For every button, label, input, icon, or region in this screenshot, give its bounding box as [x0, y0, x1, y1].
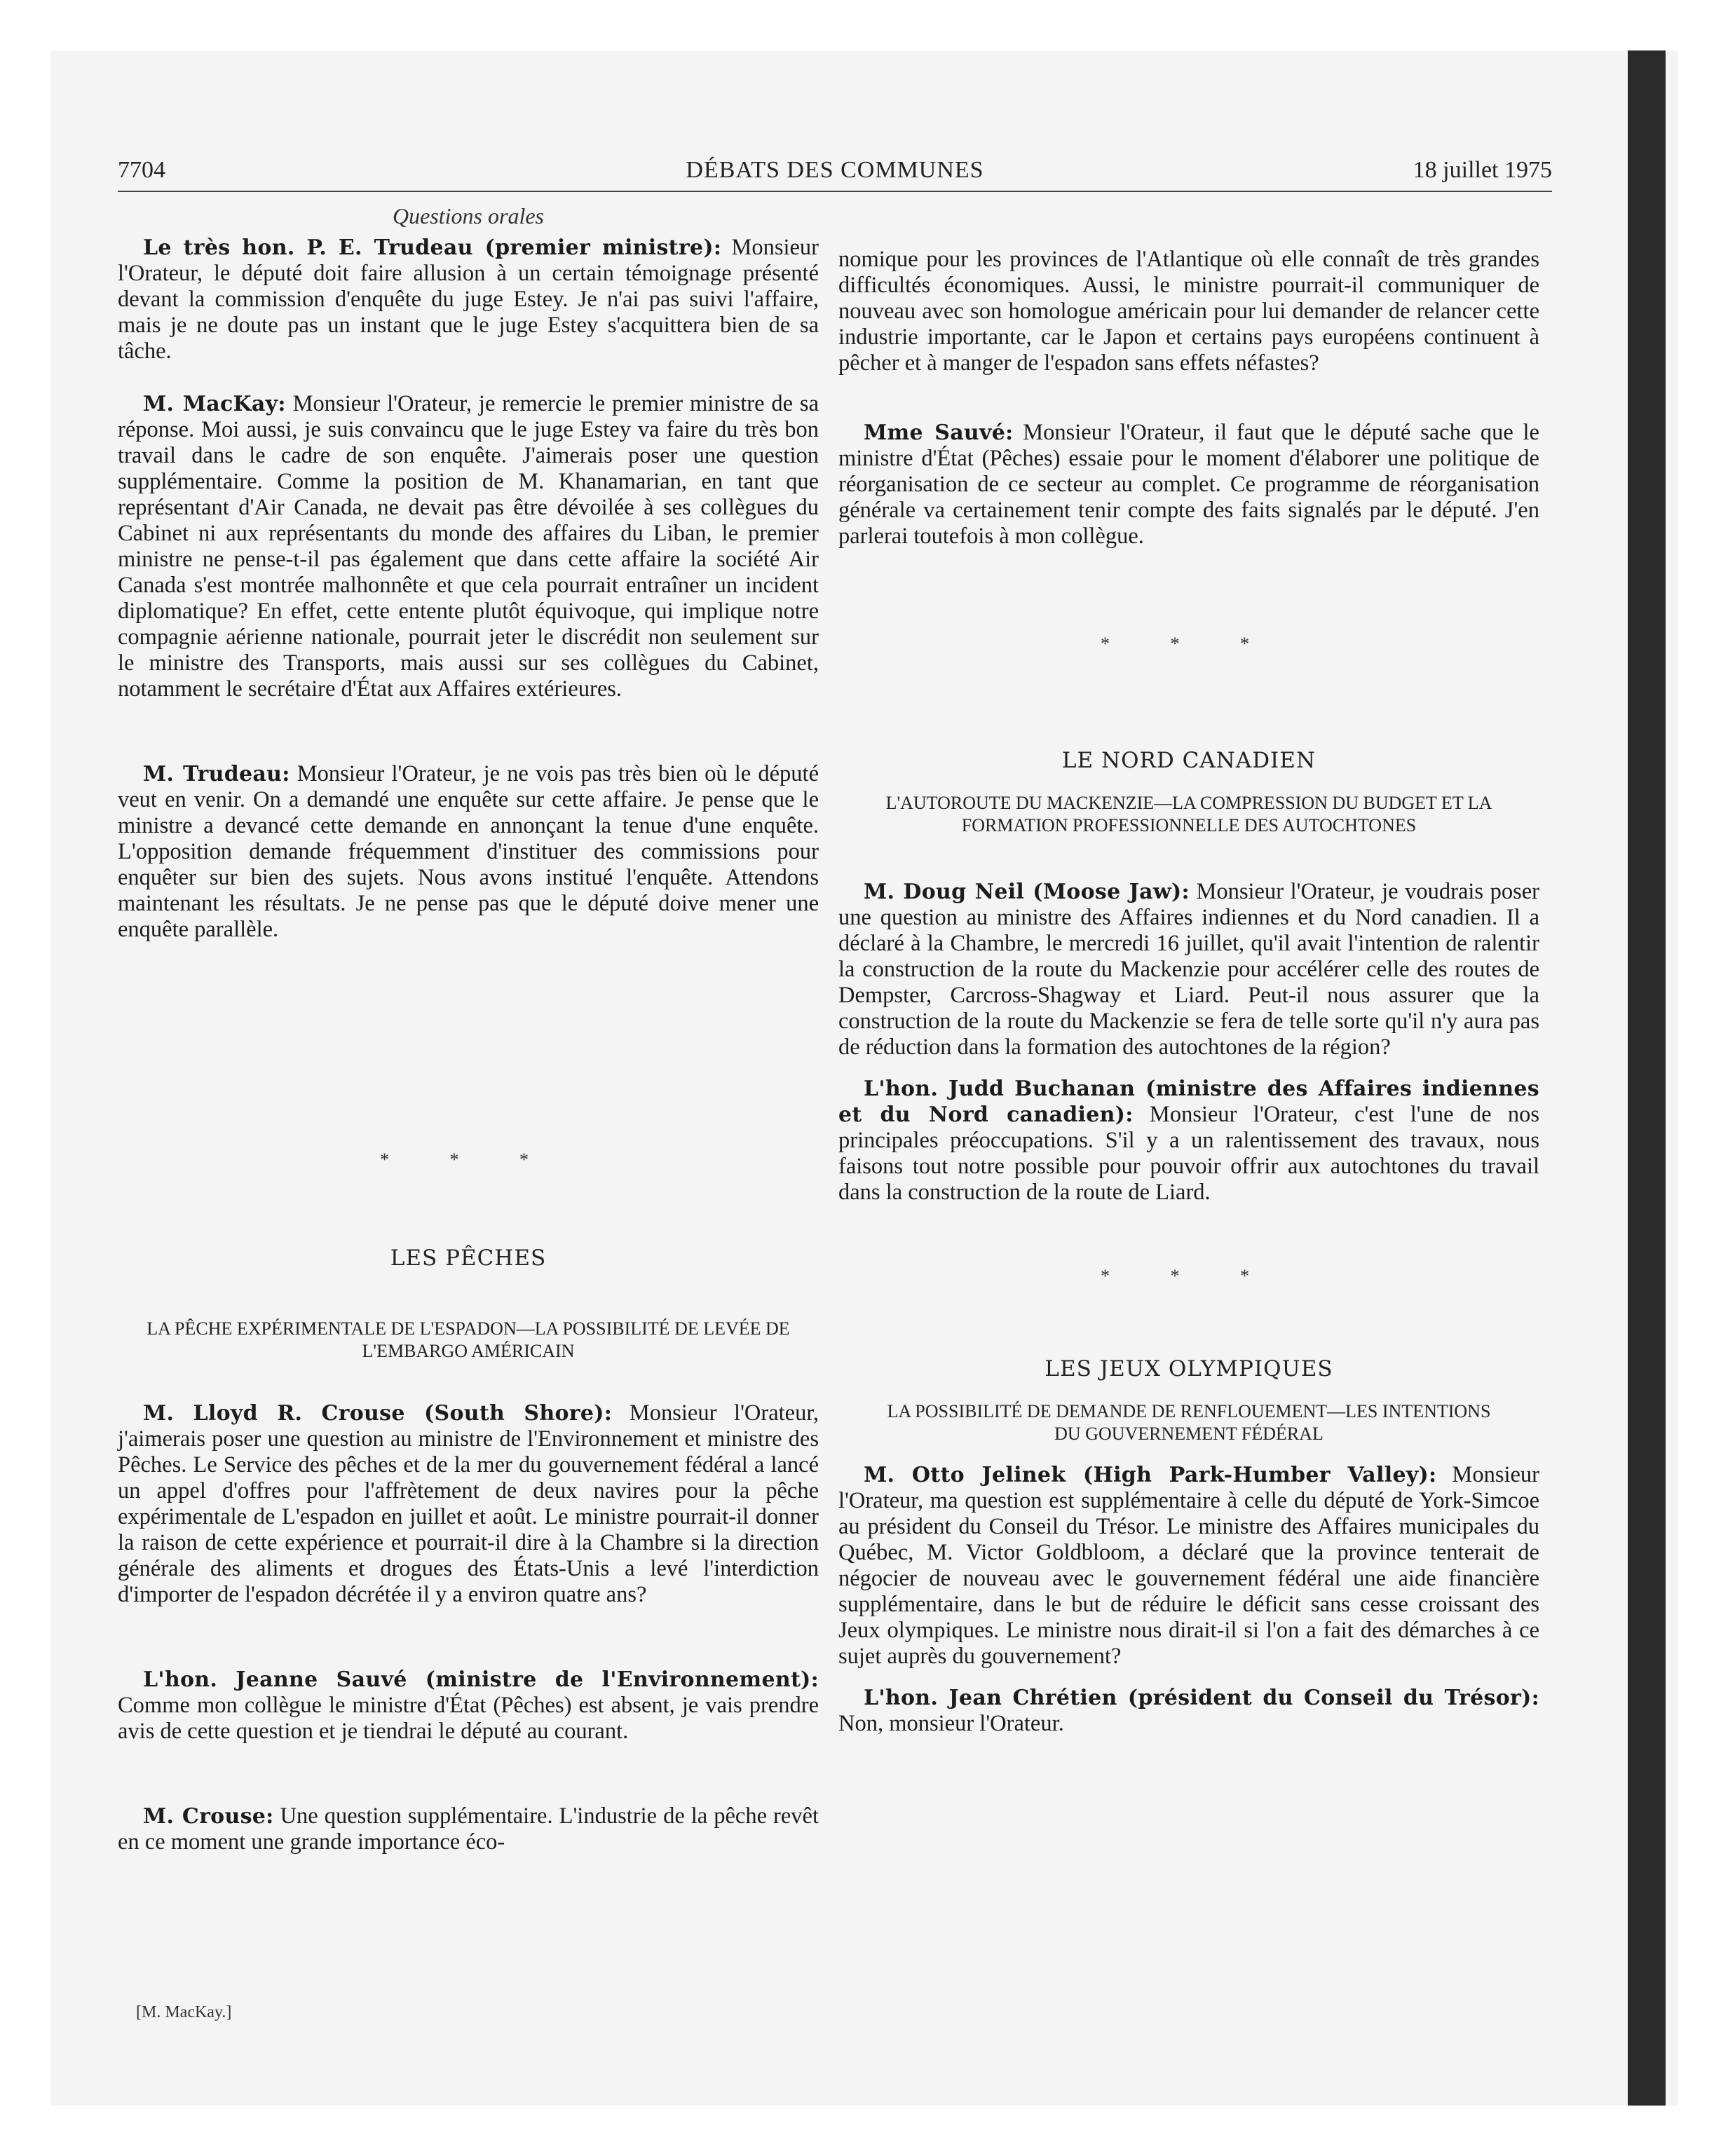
left-column-lower — [118, 1147, 819, 1855]
paragraph: M. Otto Jelinek (High Park-Humber Valley): Monsieur l'Orateur, ma question est supplémentaire à celle du député de York-Simcoe au président du Conseil du Trésor. Le ministre des Affaires municipales du Québec, M. Victor Goldbloom, a déclaré que la province tenterait de négocier de nouveau avec le gouvernement fédéral une aide financière supplémentaire, dans le but de réduire le déficit sans cesse croissant des Jeux olympiques. Le ministre nous dirait-il si l'on a fait des démarches à ce sujet auprès du gouvernement? — [838, 1462, 1539, 1669]
subsection-title: LA POSSIBILITÉ DE DEMANDE DE RENFLOUEMENT—LES INTENTIONS DU GOUVERNEMENT FÉDÉRAL — [887, 1401, 1491, 1444]
section-title: LES JEUX OLYMPIQUES — [1045, 1356, 1333, 1381]
speaker: Mme Sauvé: — [864, 421, 1014, 445]
paragraph: M. Crouse: Une question supplémentaire. L'industrie de la pêche revêt en ce moment une grande importance éco- — [118, 1803, 819, 1855]
section-separator: * * * — [380, 1149, 557, 1170]
speaker: L'hon. Jean Chrétien (président du Conseil du Trésor): — [864, 1686, 1539, 1710]
section-title: LE NORD CANADIEN — [1061, 748, 1316, 773]
speaker: M. Doug Neil (Moose Jaw): — [864, 880, 1190, 904]
subsection-title: LA PÊCHE EXPÉRIMENTALE DE L'ESPADON—LA POSSIBILITÉ DE LEVÉE DE L'EMBARGO AMÉRICAIN — [147, 1318, 790, 1361]
speaker: L'hon. Judd Buchanan (ministre des Affaires indiennes et du Nord canadien): — [838, 1077, 1539, 1127]
paragraph: M. Trudeau: Monsieur l'Orateur, je ne vois pas très bien où le député veut en venir. On a demandé une enquête sur cette affaire. Je pense que le ministre a devancé cette demande en annonçant la tenue d'une enquête. L'opposition demande fréquemment d'instituer des commissions pour enquêter sur bien des sujets. Nous avons institué l'enquête. Attendons maintenant les résultats. Je ne pense pas que le député doive mener une enquête parallèle. — [118, 761, 819, 942]
paragraph: L'hon. Jeanne Sauvé (ministre de l'Environnement): Comme mon collègue le ministre d'État (Pêches) est absent, je vais prendre avis de cette question et je tiendrai le député au courant. — [118, 1667, 819, 1744]
paragraph: Mme Sauvé: Monsieur l'Orateur, il faut que le député sache que le ministre d'État (Pêches) essaie pour le moment d'élaborer une politique de réorganisation de ce secteur au complet. Ce programme de réorganisation générale va certainement tenir compte des faits signalés par le député. J'en parlerai toutefois à mon collègue. — [838, 420, 1539, 549]
paragraph: M. Doug Neil (Moose Jaw): Monsieur l'Orateur, je voudrais poser une question au ministre des Affaires indiennes et du Nord canadien. Il a déclaré à la Chambre, le mercredi 16 juillet, qu'il avait l'intention de ralentir la construction de la route du Mackenzie pour accélérer celle des routes de Dempster, Carcross-Shagway et Liard. Peut-il nous assurer que la construction de la route du Mackenzie se fera de telle sorte qu'il n'y aura pas de réduction dans la formation des autochtones de la région? — [838, 879, 1539, 1060]
page-header — [118, 153, 1552, 192]
subsection-title: L'AUTOROUTE DU MACKENZIE—LA COMPRESSION DU BUDGET ET LA FORMATION PROFESSIONNELLE DES AUTOCHTONES — [885, 793, 1492, 835]
page-number: 7704 — [118, 157, 165, 183]
speaker: M. MacKay: — [143, 392, 286, 416]
paragraph: Le très hon. P. E. Trudeau (premier ministre): Monsieur l'Orateur, le député doit faire allusion à un certain témoignage présenté devant la commission d'enquête du juge Estey. Je n'ai pas suivi l'affaire, mais je ne doute pas un instant que le juge Estey s'acquittera bien de sa tâche. — [118, 235, 819, 364]
right-column — [838, 247, 1539, 1737]
left-column — [118, 203, 819, 943]
speaker: M. Lloyd R. Crouse (South Shore): — [143, 1401, 613, 1426]
section-separator: * * * — [1101, 1266, 1277, 1286]
paragraph: M. Lloyd R. Crouse (South Shore): Monsieur l'Orateur, j'aimerais poser une question au ministre de l'Environnement et ministre des Pêches. Le Service des pêches et de la mer du gouvernement fédéral a lancé un appel d'offres pour l'affrètement de deux navires pour la pêche expérimentale de L'espadon en juillet et août. Le ministre pourrait-il donner la raison de cette expérience et pourrait-il dire à la Chambre si la direction générale des aliments et drogues des États-Unis a levé l'interdiction d'importer de l'espadon décrétée il y a environ quatre ans? — [118, 1400, 819, 1607]
footer-note: [M. MacKay.] — [136, 2003, 232, 2021]
paragraph: L'hon. Jean Chrétien (président du Conseil du Trésor): Non, monsieur l'Orateur. — [838, 1686, 1539, 1736]
scan-edge — [1628, 50, 1666, 2106]
publication-title: DÉBATS DES COMMUNES — [686, 157, 984, 183]
speaker: Le très hon. P. E. Trudeau (premier ministre): — [143, 236, 722, 260]
speaker: M. Otto Jelinek (High Park-Humber Valley): — [864, 1463, 1437, 1487]
paragraph: L'hon. Judd Buchanan (ministre des Affaires indiennes et du Nord canadien): Monsieur l'Orateur, c'est l'une de nos principales préoccupations. S'il y a un ralentissement des travaux, nous faisons tout notre possible pour pouvoir offrir aux autochtones du travail dans la construction de la route de Liard. — [838, 1077, 1540, 1205]
paragraph: nomique pour les provinces de l'Atlantique où elle connaît de très grandes difficultés économiques. Aussi, le ministre pourrait-il communiquer de nouveau avec son homologue américain pour lui demander de relancer cette industrie importante, car le Japon et certains pays européens continuent à pêcher et à manger de l'espadon sans effets néfastes? — [838, 247, 1539, 376]
paragraph: M. MacKay: Monsieur l'Orateur, je remercie le premier ministre de sa réponse. Moi aussi, je suis convaincu que le juge Estey va faire du très bon travail dans le cadre de son enquête. J'aimerais poser une question supplémentaire. Comme la position de M. Khanamarian, en tant que représentant d'Air Canada, ne devait pas être dévoilée à ses collègues du Cabinet ni aux représentants du monde des affaires du Liban, le premier ministre ne pense-t-il pas également que dans cette affaire la société Air Canada s'est montrée malhonnête et que cela pourrait entraîner un incident diplomatique? En effet, cette entente plutôt équivoque, qui implique notre compagnie aérienne nationale, pourrait jeter le discrédit non seulement sur le ministre des Transports, mais aussi sur ses collègues du Cabinet, notamment le secrétaire d'État aux Affaires extérieures. — [118, 391, 819, 702]
section-separator: * * * — [1101, 634, 1277, 654]
speaker: M. Trudeau: — [143, 762, 290, 786]
page-date: 18 juillet 1975 — [1413, 157, 1552, 183]
speaker: L'hon. Jeanne Sauvé (ministre de l'Environnement): — [143, 1667, 819, 1692]
section-title: LES PÊCHES — [390, 1246, 547, 1271]
section-heading: Questions orales — [393, 203, 544, 228]
speaker: M. Crouse: — [143, 1804, 274, 1829]
